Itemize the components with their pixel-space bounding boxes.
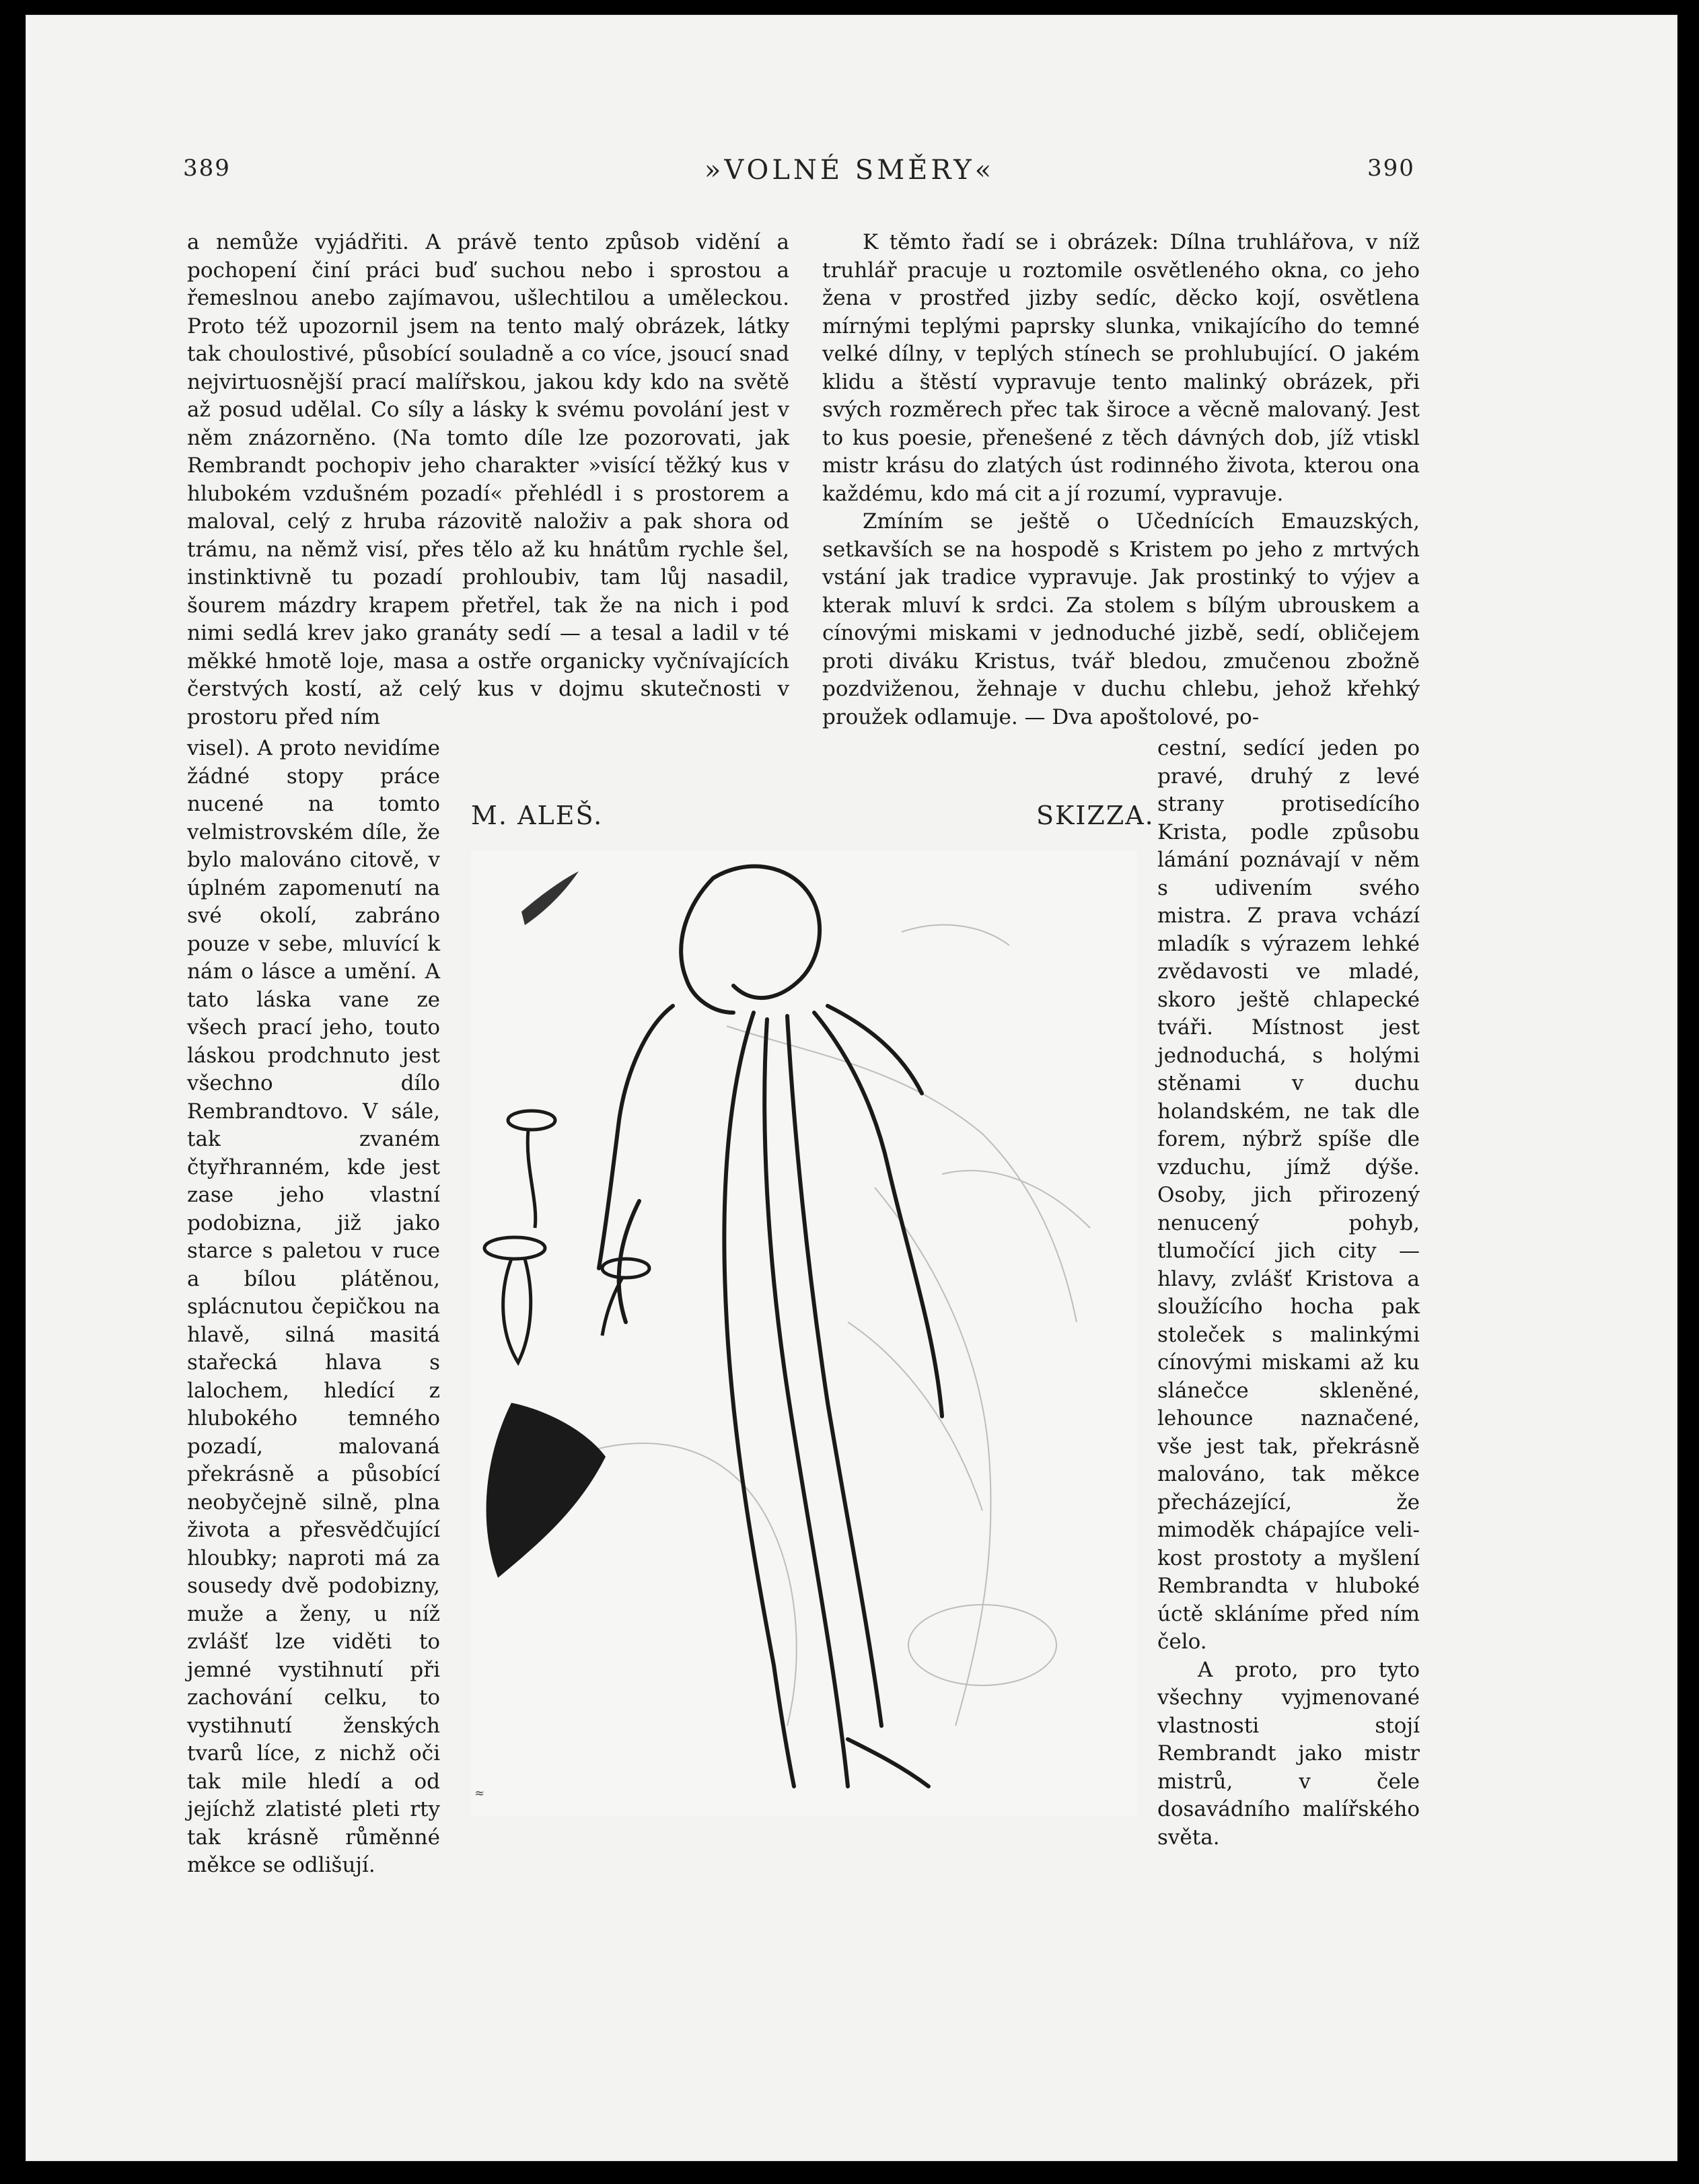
page-number-right: 390 xyxy=(1367,155,1415,182)
right-paragraph-2-continued: cestní, sedící jeden po pravé, druhý z levé strany protisedícího Krista, podle způsobu lámání poznávají v něm s udivením svého mistra. Z prava vchází mladík s výrazem lehké zvědavosti ve mladé, skoro ještě chlapecké tváři. Místnost jest jednoduchá, s holými stěnami v duchu holandském, ne tak dle forem, nýbrž spíše dle vzduchu, jímž dýše. Osoby, jich přirozený nenucený pohyb, tlumočící jich city — hlavy, zvlášť Kristova a sloužícího hocha pak stoleček s malinkými cínovými miskami až ku slánečce skleněné, lehounce naznačené, vše jest tak, překrásně malováno, tak měkce přecházející, že mimoděk chápajíce velikost prostoty a myšlení Rembrandta v hluboké úctě skláníme před ním čelo. xyxy=(1157,736,1420,1654)
left-column-narrow-text xyxy=(187,735,440,1880)
page-number-left: 389 xyxy=(183,155,231,182)
left-paragraph-1: a nemůže vyjádřiti. A právě tento způsob vidění a pochopení činí práci buď suchou nebo i sprostou a řemeslnou anebo zajímavou, ušlechtilou a uměleckou. Proto též upozornil jsem na tento malý obrázek, látky tak choulostivé, působící souladně a co více, jsoucí snad nejvirtuosnější prací malířskou, jakou kdy kdo na světě až posud udělal. Co síly a lásky k svému povolání jest v něm znázorněno. (Na tomto díle lze pozorovati, jak Rembrandt pochopiv jeho charakter »visící těžký kus v hlubokém vzdušném pozadí« přehlédl i s prostorem a maloval, celý z hruba rázovitě naloživ a pak shora od trámu, na němž visí, přes tělo až ku hnátům rychle šel, instinktivně tu pozadí prohloubiv, tam lůj nasadil, šourem mázdry krapem přetřel, tak že na nich i pod nimi sedlá krev jako granáty sedí — a tesal a ladil v té měkké hmotě loje, masa a ostře organicky vyčnívajících čerstvých kostí, až celý kus v dojmu skutečnosti v prostoru před ním xyxy=(187,230,789,729)
right-paragraph-2: Zmíním se ještě o Učednících Emauzských, setkavších se na hospodě s Kristem po jeho z mrtvých vstání jak tradice vypravuje. Jak prostinký to výjev a kterak mluví k srdci. Za stolem s bílým ubrouskem a cínovými miskami v jednoduché jizbě, sedí, obličejem proti diváku Kristus, tvář bledou, zmučenou zbožně pozdviženou, žehnaje v duchu chlebu, jehož křehký proužek odlamuje. — Dva apoštolové, po- xyxy=(822,509,1420,729)
left-column-wide-text xyxy=(187,229,789,731)
right-paragraph-3: A proto, pro tyto všechny vyjmenované vlastnosti stojí Rembrandt jako mistr mistrů, v čele dosavádního malířského světa. xyxy=(1157,1657,1420,1850)
right-column-wide-text xyxy=(822,229,1420,731)
right-column-narrow-text xyxy=(1157,735,1420,1852)
artist-signature-mark: ≈ xyxy=(474,1786,485,1800)
right-paragraph-1: K těmto řadí se i obrázek: Dílna truhlářova, v níž truhlář pracuje u roztomile osvětleného okna, co jeho žena v prostřed jizby sedíc, děcko kojí, osvětlena mírnými teplými paprsky slunka, vnikajícího do temné velké dílny, v teplých stínech se prohlubující. O jakém klidu a štěstí vypravuje tento malinký obrázek, při svých rozměrech přec tak široce a věcně malovaný. Jest to kus poesie, přenešené z těch dávných dob, jíž vtiskl mistr krásu do zlatých úst rodinného života, kterou ona každému, kdo má cit a jí rozumí, vypravuje. xyxy=(822,230,1420,506)
sketch-illustration xyxy=(471,851,1137,1817)
running-title: »VOLNÉ SMĚRY« xyxy=(704,155,995,186)
left-paragraph-1-continued: visel). A proto nevidíme žádné stopy práce nucené na tomto velmistrovském díle, že bylo malováno citově, v úplném zapomenutí na své okolí, zabráno pouze v sebe, mluvící k nám o lásce a umění. A tato láska vane ze všech prací jeho, touto láskou prodchnuto jest všechno dílo Rembrandtovo. V sále, tak zvaném čtyřhranném, kde jest zase jeho vlastní podobizna, již jako starce s paletou v ruce a bílou plátěnou, splácnutou čepičkou na hlavě, silná masitá stařecká hlava s lalochem, hledící z hlubokého temného pozadí, malovaná překrásně a působící neobyčejně silně, plna života a přesvědčující hloubky; naproti má za sousedy dvě podobizny, muže a ženy, u níž zvlášť lze viděti to jemné vystihnutí při zachování celku, to vystihnutí ženských tvarů líce, z nichž oči tak mile hledí a od jejíchž zlatisté pleti rty tak krásně růměnné měkce se odlišují. xyxy=(187,736,440,1877)
illustration-title-caption: SKIZZA. xyxy=(1036,801,1155,830)
illustration-artist-caption: M. ALEŠ. xyxy=(471,801,604,830)
